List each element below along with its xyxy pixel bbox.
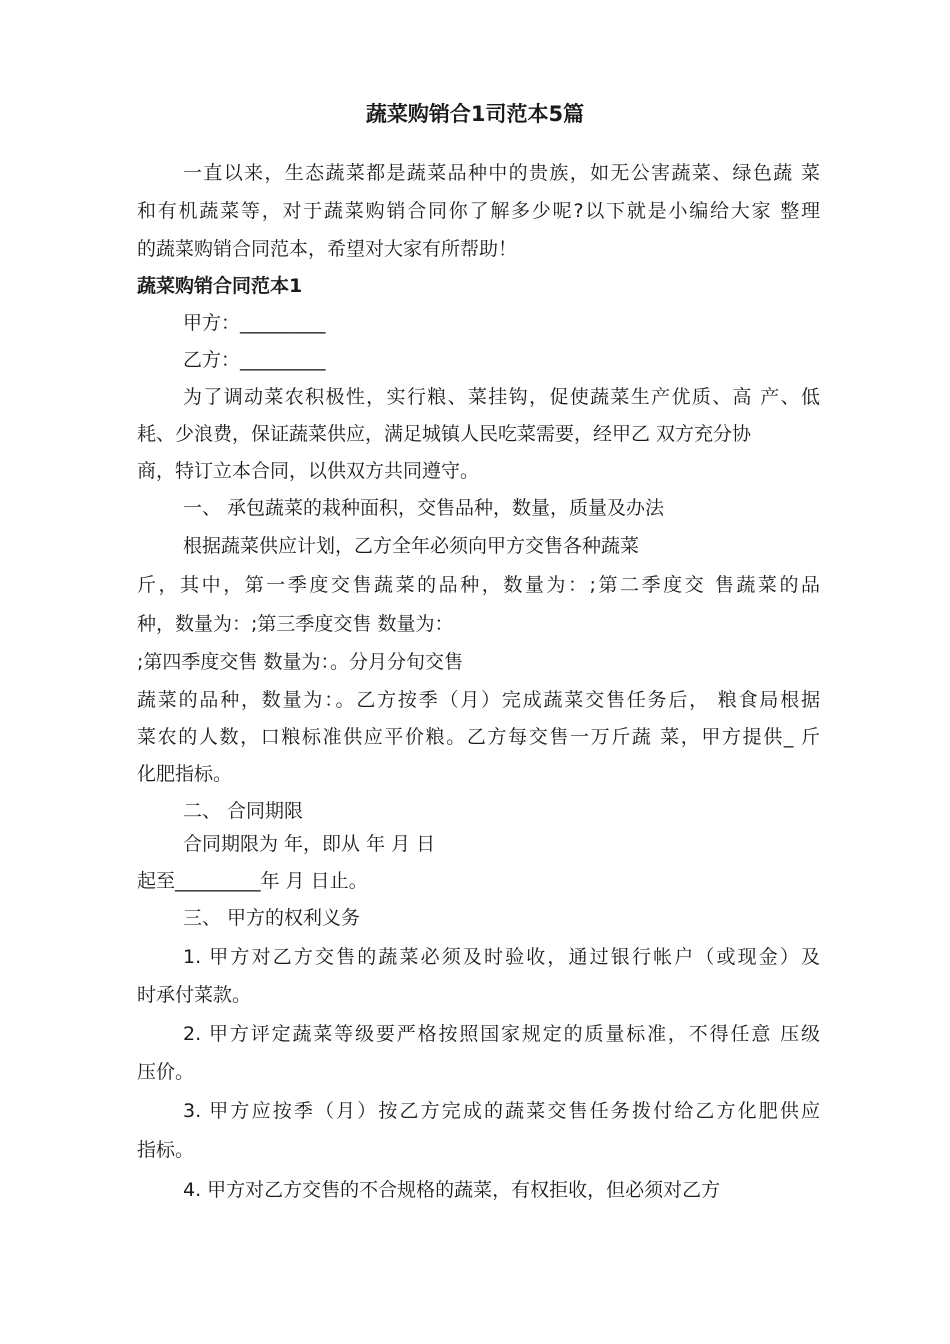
clause1-line-1: 根据蔬菜供应计划，乙方全年必须向甲方交售各种蔬菜 bbox=[183, 535, 640, 557]
purpose-line-2: 耗、少浪费，保证蔬菜供应，满足城镇人民吃菜需要，经甲乙 双方充分协 bbox=[137, 423, 752, 445]
clause3-heading: 三、 甲方的权利义务 bbox=[183, 907, 361, 929]
section-heading: 蔬菜购销合同范本1 bbox=[137, 275, 303, 297]
clause1-heading: 一、 承包蔬菜的栽种面积，交售品种，数量，质量及办法 bbox=[183, 497, 665, 519]
clause3-item-4-line-1: 4. 甲方对乙方交售的不合规格的蔬菜，有权拒收，但必须对乙方 bbox=[183, 1179, 721, 1201]
intro-line-2: 和有机蔬菜等，对于蔬菜购销合同你了解多少呢?以下就是小编给大家 整理 bbox=[137, 200, 820, 222]
clause1-line-5: 蔬菜的品种，数量为：。乙方按季（月）完成蔬菜交售任务后， 粮食局根据 bbox=[137, 689, 820, 711]
intro-line-1: 一直以来，生态蔬菜都是蔬菜品种中的贵族，如无公害蔬菜、绿色蔬 菜 bbox=[183, 162, 820, 184]
clause3-item-2-line-2: 压价。 bbox=[137, 1061, 195, 1083]
clause3-item-1-line-2: 时承付菜款。 bbox=[137, 984, 252, 1006]
party-a-line: 甲方：_________ bbox=[183, 312, 326, 334]
document-title: 蔬菜购销合1司范本5篇 bbox=[365, 102, 585, 126]
purpose-line-1: 为了调动菜农积极性，实行粮、菜挂钩，促使蔬菜生产优质、高 产、低 bbox=[183, 386, 820, 408]
party-b-line: 乙方：_________ bbox=[183, 349, 326, 371]
clause3-item-3-line-2: 指标。 bbox=[137, 1139, 195, 1161]
clause1-line-4: ;第四季度交售 数量为：。分月分旬交售 bbox=[137, 651, 463, 673]
clause3-item-1-line-1: 1. 甲方对乙方交售的蔬菜必须及时验收，通过银行帐户（或现金）及 bbox=[183, 946, 820, 968]
clause3-item-2-line-1: 2. 甲方评定蔬菜等级要严格按照国家规定的质量标准，不得任意 压级 bbox=[183, 1023, 820, 1045]
clause1-line-6: 菜农的人数，口粮标准供应平价粮。乙方每交售一万斤蔬 菜，甲方提供_ 斤 bbox=[137, 726, 820, 748]
intro-line-3: 的蔬菜购销合同范本，希望对大家有所帮助！ bbox=[137, 238, 518, 260]
clause1-line-7: 化肥指标。 bbox=[137, 763, 233, 785]
clause2-heading: 二、 合同期限 bbox=[183, 800, 304, 822]
clause1-line-3: 种，数量为：;第三季度交售 数量为： bbox=[137, 613, 454, 635]
clause1-line-2: 斤，其中，第一季度交售蔬菜的品种，数量为：;第二季度交 售蔬菜的品 bbox=[137, 574, 820, 596]
clause3-item-3-line-1: 3. 甲方应按季（月）按乙方完成的蔬菜交售任务拨付给乙方化肥供应 bbox=[183, 1100, 820, 1122]
purpose-line-3: 商，特订立本合同，以供双方共同遵守。 bbox=[137, 460, 480, 482]
clause2-line-1: 合同期限为 年，即从 年 月 日 bbox=[183, 833, 436, 855]
clause2-line-2: 起至_________年 月 日止。 bbox=[137, 870, 368, 892]
